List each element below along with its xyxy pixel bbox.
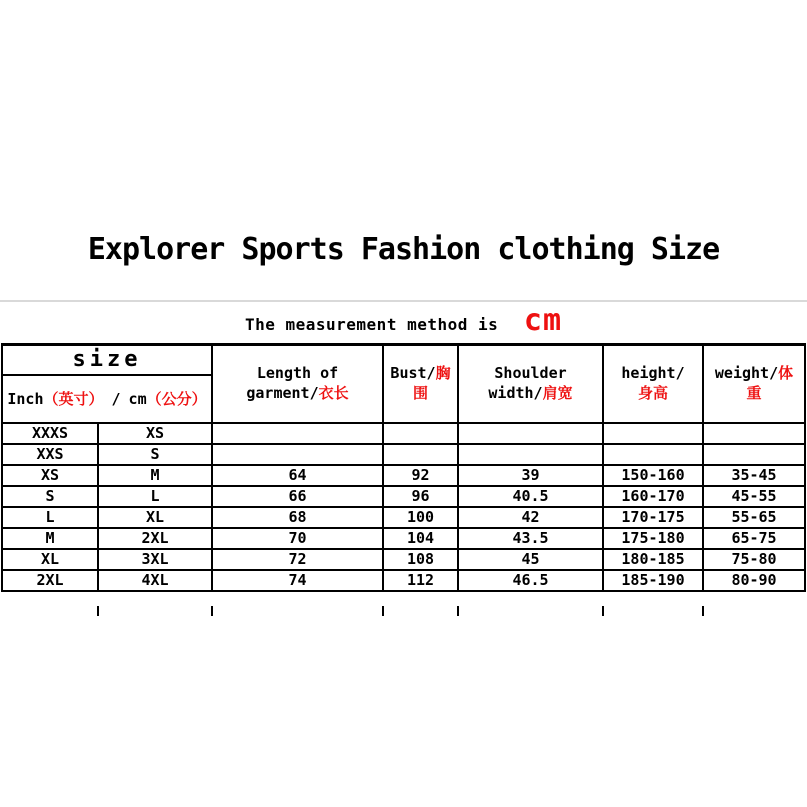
weight-header-en: weight/ bbox=[714, 364, 779, 383]
measurement-unit: cm bbox=[523, 303, 563, 338]
length-cell: 74 bbox=[212, 570, 383, 591]
shoulder-cell bbox=[458, 423, 603, 444]
cm-size-cell: 3XL bbox=[98, 549, 212, 570]
shoulder-cell: 39 bbox=[458, 465, 603, 486]
divider-stub bbox=[97, 606, 99, 616]
measurement-note bbox=[0, 303, 807, 343]
table-row bbox=[2, 570, 805, 591]
cm-size-cell: 4XL bbox=[98, 570, 212, 591]
height-cell: 175-180 bbox=[603, 528, 703, 549]
cm-size-cell: XS bbox=[98, 423, 212, 444]
inch-size-cell: XXXS bbox=[2, 423, 98, 444]
height-header-cn: 身高 bbox=[638, 383, 669, 402]
inch-size-cell: L bbox=[2, 507, 98, 528]
length-cell: 66 bbox=[212, 486, 383, 507]
weight-column-header bbox=[703, 345, 805, 423]
height-header-en: height/ bbox=[621, 364, 685, 383]
units-separator: / bbox=[111, 390, 121, 408]
table-row bbox=[2, 444, 805, 465]
divider-stub bbox=[602, 606, 604, 616]
height-cell: 160-170 bbox=[603, 486, 703, 507]
weight-header-cn: 体重 bbox=[746, 364, 794, 402]
bust-cell: 112 bbox=[383, 570, 458, 591]
length-cell bbox=[212, 444, 383, 465]
bust-header-en: Bust/ bbox=[390, 364, 436, 383]
height-cell bbox=[603, 444, 703, 465]
cm-label-cn: （公分） bbox=[146, 390, 207, 408]
height-column-header bbox=[603, 345, 703, 423]
bust-cell: 100 bbox=[383, 507, 458, 528]
length-header-cn: 衣长 bbox=[318, 383, 349, 402]
height-cell: 150-160 bbox=[603, 465, 703, 486]
inch-size-cell: XXS bbox=[2, 444, 98, 465]
table-row bbox=[2, 465, 805, 486]
bust-cell bbox=[383, 444, 458, 465]
length-column-header bbox=[212, 345, 383, 423]
cm-size-cell: XL bbox=[98, 507, 212, 528]
bust-cell: 104 bbox=[383, 528, 458, 549]
horizontal-divider bbox=[0, 300, 807, 302]
bust-cell: 96 bbox=[383, 486, 458, 507]
height-cell: 185-190 bbox=[603, 570, 703, 591]
weight-cell: 35-45 bbox=[703, 465, 805, 486]
length-cell: 72 bbox=[212, 549, 383, 570]
page-title: Explorer Sports Fashion clothing Size bbox=[87, 232, 720, 267]
table-row bbox=[2, 486, 805, 507]
inch-label: Inch bbox=[7, 390, 44, 408]
inch-size-cell: XL bbox=[2, 549, 98, 570]
table-row bbox=[2, 528, 805, 549]
height-cell bbox=[603, 423, 703, 444]
cm-size-cell: M bbox=[98, 465, 212, 486]
table-row bbox=[2, 507, 805, 528]
bust-header-cn: 胸围 bbox=[413, 364, 451, 402]
height-cell: 180-185 bbox=[603, 549, 703, 570]
cm-size-cell: 2XL bbox=[98, 528, 212, 549]
bust-cell bbox=[383, 423, 458, 444]
height-cell: 170-175 bbox=[603, 507, 703, 528]
shoulder-cell: 45 bbox=[458, 549, 603, 570]
weight-cell: 75-80 bbox=[703, 549, 805, 570]
cm-size-cell: L bbox=[98, 486, 212, 507]
shoulder-column-header bbox=[458, 345, 603, 423]
cm-size-cell: S bbox=[98, 444, 212, 465]
inch-size-cell: S bbox=[2, 486, 98, 507]
weight-cell bbox=[703, 423, 805, 444]
weight-cell: 55-65 bbox=[703, 507, 805, 528]
size-column-header: size bbox=[2, 345, 212, 375]
bust-column-header bbox=[383, 345, 458, 423]
weight-cell bbox=[703, 444, 805, 465]
divider-stub bbox=[457, 606, 459, 616]
cm-label: cm bbox=[128, 390, 147, 408]
measurement-note-text: The measurement method is bbox=[244, 315, 499, 334]
shoulder-header-en: Shoulder width/ bbox=[488, 364, 567, 402]
size-units-subheader bbox=[2, 375, 212, 423]
shoulder-cell: 43.5 bbox=[458, 528, 603, 549]
divider-stub bbox=[382, 606, 384, 616]
weight-cell: 45-55 bbox=[703, 486, 805, 507]
size-chart-table bbox=[1, 343, 806, 592]
shoulder-header-cn: 肩宽 bbox=[542, 383, 573, 402]
inch-label-cn: （英寸） bbox=[43, 390, 104, 408]
inch-size-cell: XS bbox=[2, 465, 98, 486]
shoulder-cell: 40.5 bbox=[458, 486, 603, 507]
table-row bbox=[2, 549, 805, 570]
divider-stub bbox=[702, 606, 704, 616]
length-cell: 68 bbox=[212, 507, 383, 528]
bust-cell: 108 bbox=[383, 549, 458, 570]
length-cell bbox=[212, 423, 383, 444]
shoulder-cell: 42 bbox=[458, 507, 603, 528]
inch-size-cell: 2XL bbox=[2, 570, 98, 591]
inch-size-cell: M bbox=[2, 528, 98, 549]
weight-cell: 65-75 bbox=[703, 528, 805, 549]
length-cell: 64 bbox=[212, 465, 383, 486]
shoulder-cell bbox=[458, 444, 603, 465]
shoulder-cell: 46.5 bbox=[458, 570, 603, 591]
length-cell: 70 bbox=[212, 528, 383, 549]
table-row bbox=[2, 423, 805, 444]
length-header-en: Length of garment/ bbox=[246, 364, 339, 402]
bust-cell: 92 bbox=[383, 465, 458, 486]
divider-stub bbox=[211, 606, 213, 616]
weight-cell: 80-90 bbox=[703, 570, 805, 591]
